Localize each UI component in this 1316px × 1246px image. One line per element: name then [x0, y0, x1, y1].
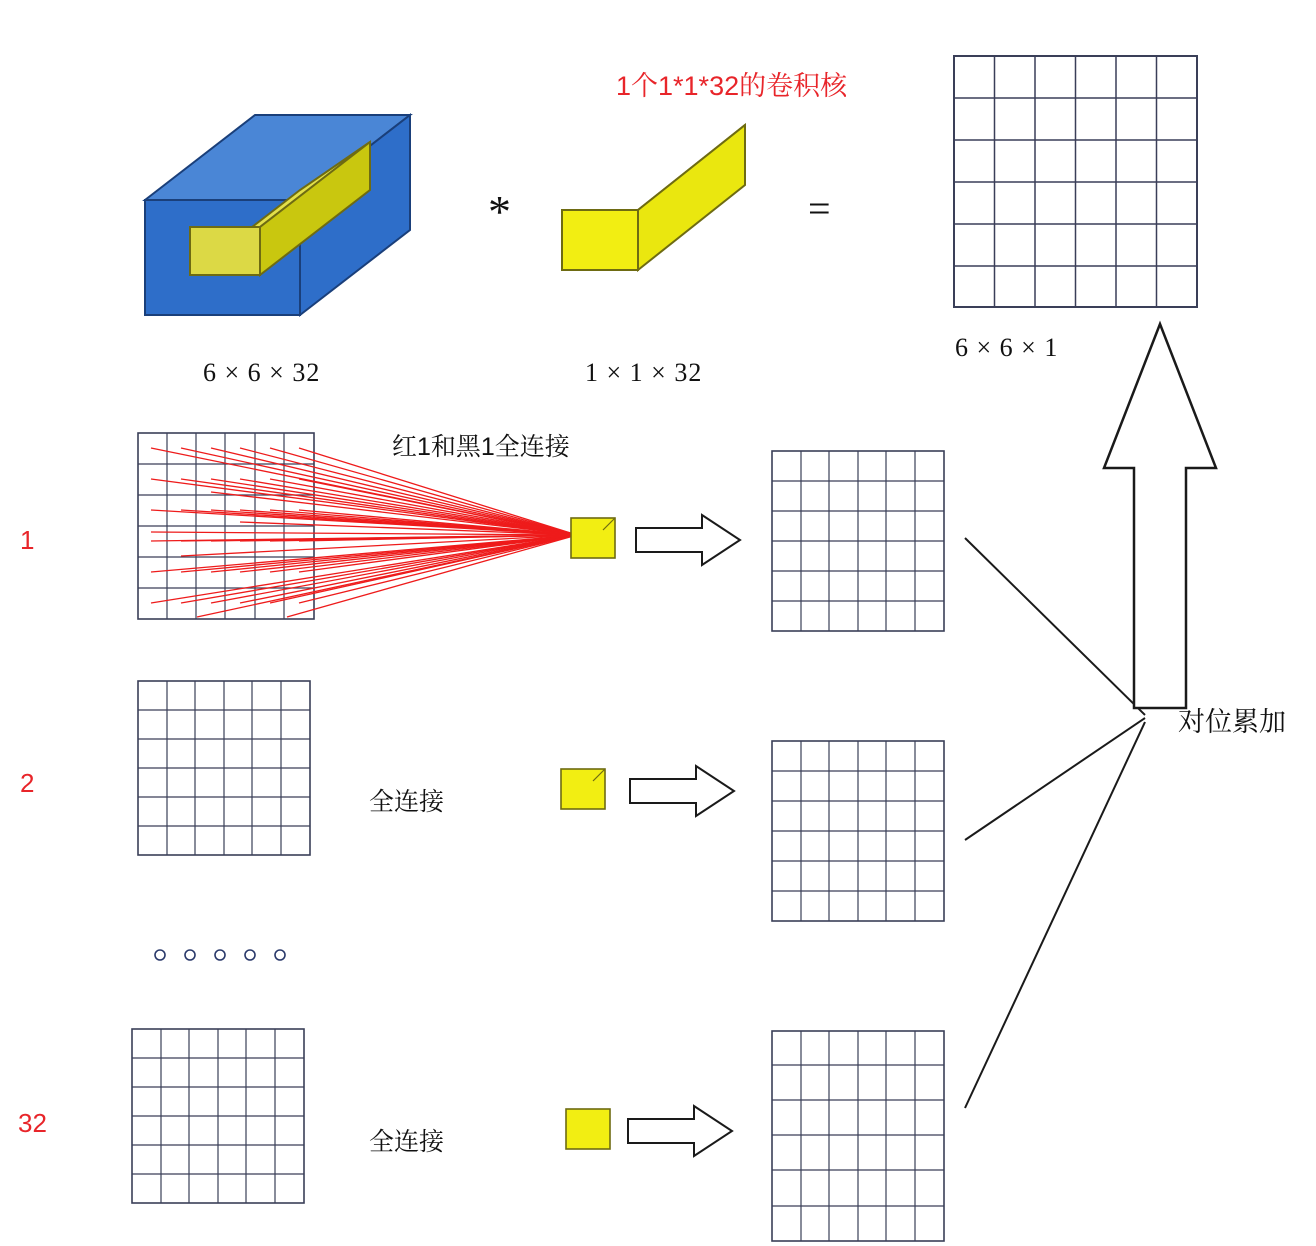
ellipsis-dots [150, 940, 310, 970]
fc-annotation-32: 全连接 [369, 1128, 445, 1156]
output-grid-top [953, 55, 1199, 309]
channel-index-2: 2 [20, 768, 35, 798]
kernel-pixel-1 [570, 517, 618, 561]
output-grid-1 [771, 450, 947, 634]
input-volume-cube [130, 100, 420, 330]
channel-index-1: 1 [20, 525, 35, 555]
multiply-operator: * [488, 186, 511, 237]
arrow-right-32 [626, 1103, 736, 1159]
convolution-kernel-bar [550, 100, 780, 320]
channel-grid-2 [137, 680, 313, 858]
output-dim-label: 6 × 6 × 1 [955, 333, 1059, 362]
sum-up-arrow [1098, 318, 1228, 718]
equals-operator: = [808, 186, 831, 231]
arrow-right-1 [634, 512, 744, 568]
channel-index-32: 32 [18, 1108, 47, 1138]
kernel-dim-label: 1 × 1 × 32 [585, 358, 703, 387]
output-grid-32 [771, 1030, 947, 1246]
input-dim-label: 6 × 6 × 32 [203, 358, 321, 387]
kernel-pixel-2 [560, 768, 608, 812]
sum-label: 对位累加 [1178, 707, 1286, 737]
output-grid-2 [771, 740, 947, 924]
arrow-right-2 [628, 763, 738, 819]
kernel-note-label: 1个1*1*32的卷积核 [616, 71, 848, 101]
channel-grid-32 [131, 1028, 307, 1206]
kernel-pixel-32 [565, 1108, 613, 1152]
fc-annotation-1: 红1和黑1全连接 [392, 433, 570, 461]
fc-annotation-2: 全连接 [369, 788, 445, 816]
